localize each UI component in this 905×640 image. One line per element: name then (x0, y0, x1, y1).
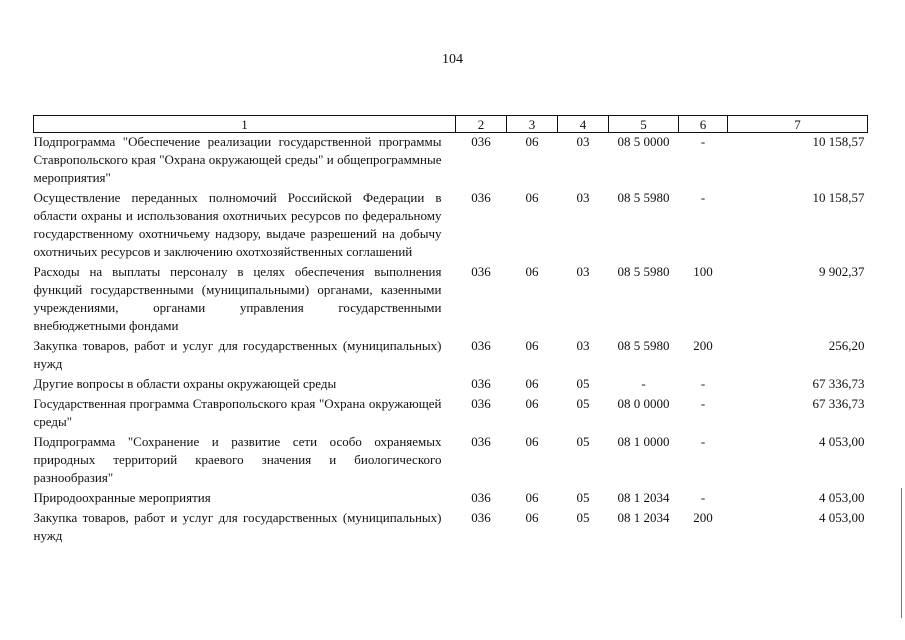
ministry-code: 036 (471, 510, 491, 525)
column-header: 1 (34, 116, 456, 133)
target-article-code: 08 5 0000 (617, 134, 670, 149)
section-code: 06 (525, 264, 539, 279)
item-description: Закупка товаров, работ и услуг для государственных (муниципальных) нужд (33, 338, 442, 371)
section-code: 06 (525, 396, 539, 411)
expense-type-code: 200 (693, 510, 713, 525)
expense-type-code: - (700, 190, 706, 205)
subsection-code: 05 (576, 434, 590, 449)
amount: 4 053,00 (819, 434, 865, 449)
item-description: Подпрограмма "Сохранение и развитие сети особо охраняемых природных территорий краевого значения и биологического разнообразия" (33, 434, 442, 485)
column-header: 5 (609, 116, 679, 133)
item-description: Осуществление переданных полномочий Российской Федерации в области охраны и использования охотничьих ресурсов по федеральному государственному охотничьему надзору, выдаче разрешений на добычу охотничьих ресурсов и заключению охотхозяйственных соглашений (33, 190, 442, 259)
expense-type-code: - (700, 434, 706, 449)
item-description: Расходы на выплаты персоналу в целях обеспечения выполнения функций государственными (муниципальными) органами, казенными учреждениями, органами управления государственными внебюджетными фондами (33, 264, 442, 333)
section-code: 06 (525, 190, 539, 205)
table-row (34, 263, 868, 337)
subsection-code: 03 (576, 134, 590, 149)
amount: 256,20 (828, 338, 865, 353)
table-row (34, 395, 868, 433)
subsection-code: 05 (576, 490, 590, 505)
target-article-code: 08 5 5980 (617, 338, 670, 353)
expense-type-code: 100 (693, 264, 713, 279)
item-description: Природоохранные мероприятия (33, 490, 211, 505)
section-code: 06 (525, 338, 539, 353)
expense-type-code: - (700, 376, 706, 391)
ministry-code: 036 (471, 134, 491, 149)
column-header: 7 (728, 116, 868, 133)
column-header: 4 (558, 116, 609, 133)
table-row (34, 433, 868, 489)
scan-edge-line (901, 488, 902, 618)
ministry-code: 036 (471, 190, 491, 205)
target-article-code: 08 1 2034 (617, 490, 670, 505)
budget-table (33, 115, 868, 547)
subsection-code: 03 (576, 264, 590, 279)
ministry-code: 036 (471, 434, 491, 449)
subsection-code: 05 (576, 510, 590, 525)
subsection-code: 05 (576, 396, 590, 411)
expense-type-code: 200 (693, 338, 713, 353)
item-description: Государственная программа Ставропольского края "Охрана окружающей среды" (33, 396, 442, 429)
table-row (34, 375, 868, 395)
subsection-code: 03 (576, 190, 590, 205)
table-row (34, 489, 868, 509)
table-row (34, 189, 868, 263)
table-row (34, 337, 868, 375)
expense-type-code: - (700, 396, 706, 411)
section-code: 06 (525, 510, 539, 525)
target-article-code: 08 5 5980 (617, 190, 670, 205)
table-row (34, 509, 868, 547)
target-article-code: 08 5 5980 (617, 264, 670, 279)
amount: 4 053,00 (819, 510, 865, 525)
table-header-row (34, 116, 868, 133)
subsection-code: 05 (576, 376, 590, 391)
target-article-code: 08 1 0000 (617, 434, 670, 449)
section-code: 06 (525, 376, 539, 391)
amount: 4 053,00 (819, 490, 865, 505)
column-header: 2 (456, 116, 507, 133)
item-description: Подпрограмма "Обеспечение реализации государственной программы Ставропольского края "Охрана окружающей среды" и общепрограммные мероприятия" (33, 134, 442, 185)
section-code: 06 (525, 490, 539, 505)
ministry-code: 036 (471, 338, 491, 353)
expense-type-code: - (700, 134, 706, 149)
ministry-code: 036 (471, 376, 491, 391)
ministry-code: 036 (471, 490, 491, 505)
ministry-code: 036 (471, 264, 491, 279)
column-header: 6 (679, 116, 728, 133)
amount: 10 158,57 (812, 134, 865, 149)
target-article-code: 08 0 0000 (617, 396, 670, 411)
subsection-code: 03 (576, 338, 590, 353)
item-description: Другие вопросы в области охраны окружающей среды (33, 376, 337, 391)
amount: 10 158,57 (812, 190, 865, 205)
section-code: 06 (525, 434, 539, 449)
target-article-code: 08 1 2034 (617, 510, 670, 525)
column-header: 3 (507, 116, 558, 133)
page-number: 104 (442, 52, 463, 67)
table-row (34, 133, 868, 190)
amount: 9 902,37 (819, 264, 865, 279)
ministry-code: 036 (471, 396, 491, 411)
target-article-code: - (641, 376, 646, 391)
amount: 67 336,73 (812, 396, 865, 411)
section-code: 06 (525, 134, 539, 149)
amount: 67 336,73 (812, 376, 865, 391)
item-description: Закупка товаров, работ и услуг для государственных (муниципальных) нужд (33, 510, 442, 543)
expense-type-code: - (700, 490, 706, 505)
